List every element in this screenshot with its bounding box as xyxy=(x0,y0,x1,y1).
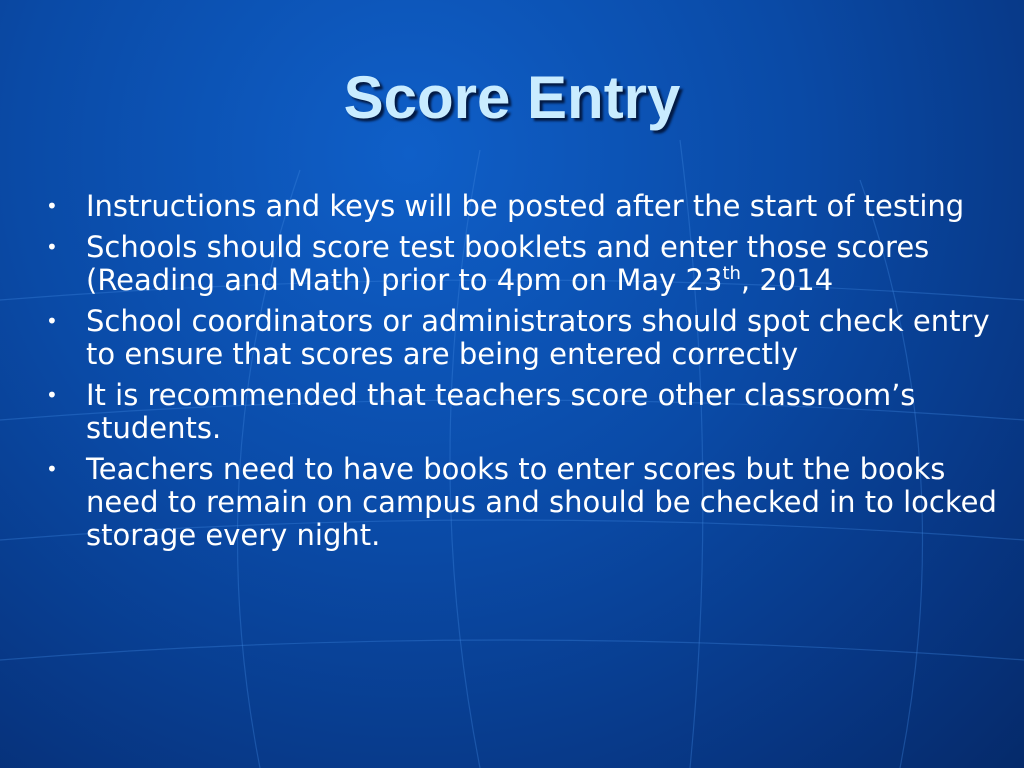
list-item xyxy=(44,453,1004,552)
list-item xyxy=(44,305,1004,371)
bullet-icon: • xyxy=(46,235,58,259)
date-year: , 2014 xyxy=(740,263,834,297)
bullet-text: Instructions and keys will be posted after the start of testing xyxy=(86,189,965,223)
list-item xyxy=(44,231,1004,297)
list-item xyxy=(44,190,1004,223)
bullet-icon: • xyxy=(46,457,58,481)
bullet-text: Teachers need to have books to enter scores but the books need to remain on campus and should be checked in to locked storage every night. xyxy=(86,452,997,552)
bullet-text: It is recommended that teachers score other classroom’s students. xyxy=(86,378,916,445)
bullet-icon: • xyxy=(46,383,58,407)
bullet-icon: • xyxy=(46,309,58,333)
bullet-text: Schools should score test booklets and enter those scores (Reading and Math) prior to 4pm on May 23 xyxy=(86,230,930,297)
slide-title: Score Entry xyxy=(343,64,681,131)
bullet-text-with-date xyxy=(86,231,1004,297)
list-item xyxy=(44,379,1004,445)
bullet-list xyxy=(44,190,1004,560)
bullet-icon: • xyxy=(46,194,58,218)
bullet-text: School coordinators or administrators should spot check entry to ensure that scores are being entered correctly xyxy=(86,304,990,371)
date-ordinal-suffix: th xyxy=(722,263,741,284)
